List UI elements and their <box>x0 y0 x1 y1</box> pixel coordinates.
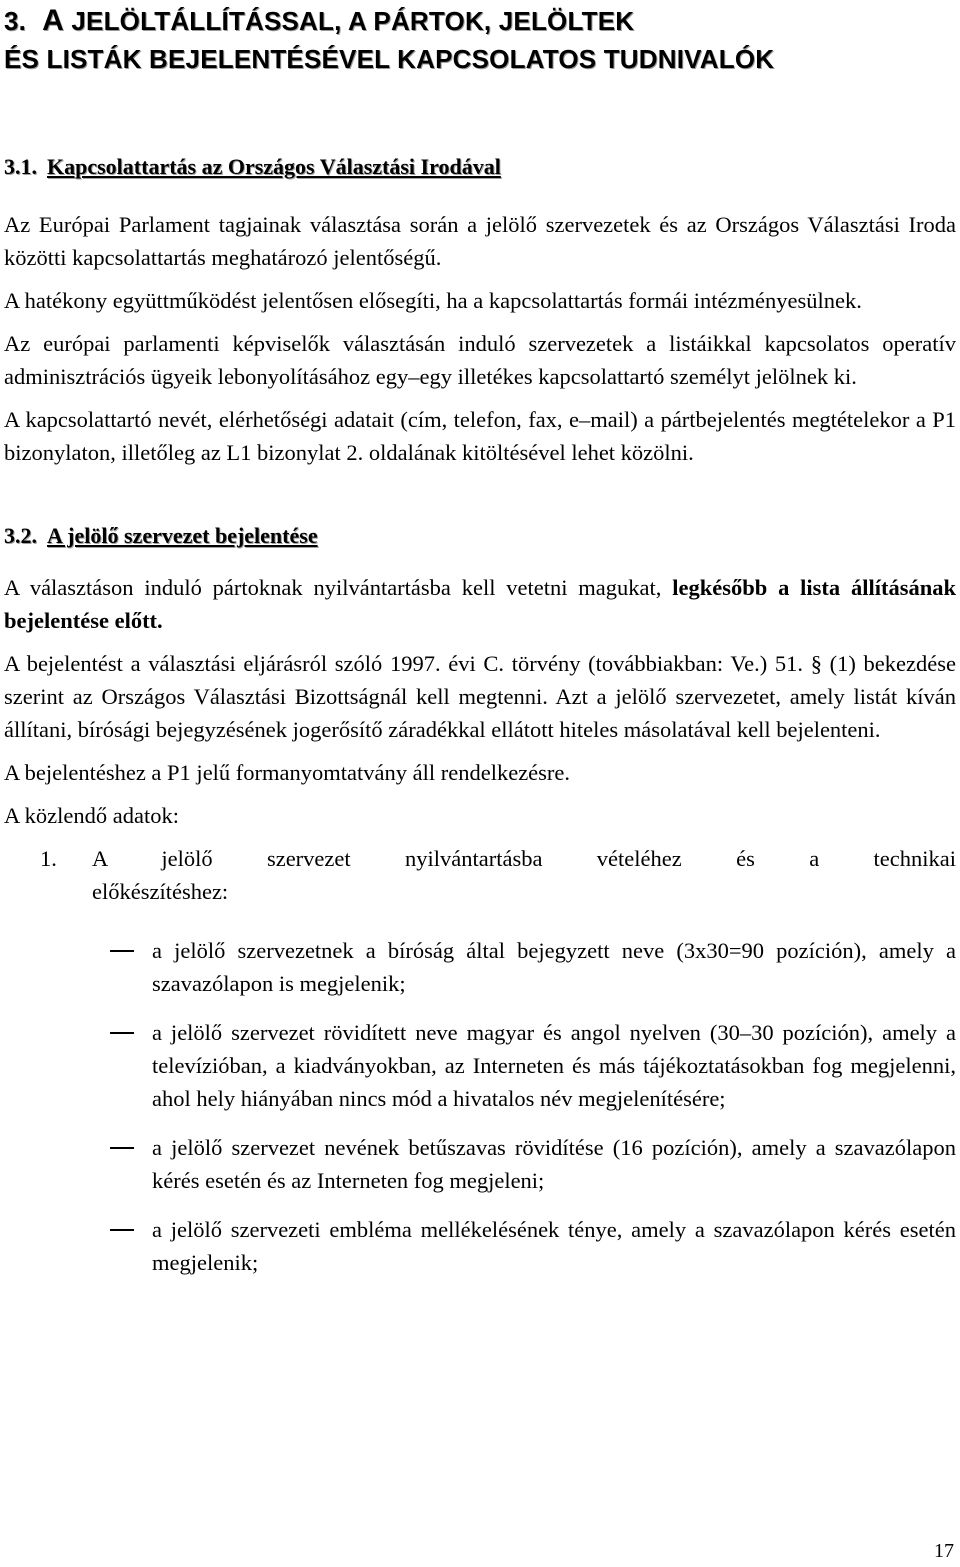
numbered-list-item <box>4 842 956 908</box>
chapter-number: 3. <box>4 6 27 36</box>
paragraph: Az európai parlamenti képviselők választásán induló szervezetek a listáikkal kapcsolatos operatív adminisztrációs ügyeik lebonyolításához egy–egy illetékes kapcsolattartó személyt jelölnek ki. <box>4 331 956 389</box>
paragraph: A bejelentéshez a P1 jelű formanyomtatvány áll rendelkezésre. <box>4 760 571 785</box>
dash-bullet-icon <box>4 1016 152 1049</box>
paragraph: A hatékony együttműködést jelentősen elősegíti, ha a kapcsolattartás formái intézményesülnek. <box>4 288 862 313</box>
list-item <box>4 1213 956 1279</box>
section-title: Kapcsolattartás az Országos Választási Irodával <box>47 154 501 179</box>
paragraph <box>4 571 956 637</box>
list-item-number: 1. <box>40 846 57 871</box>
dash-bullet-icon <box>4 1213 152 1246</box>
section-number: 3.2. <box>4 523 37 548</box>
page-number: 17 <box>934 1540 954 1562</box>
chapter-title-line1 <box>4 2 956 40</box>
paragraph: Az Európai Parlament tagjainak választása során a jelölő szervezetek és az Országos Választási Iroda közötti kapcsolattartás meghatározó jelentőségű. <box>4 212 956 270</box>
section-3-1-body <box>4 208 956 469</box>
paragraph-text: A választáson induló pártoknak nyilvántartásba kell vetetni magukat, <box>4 575 673 600</box>
chapter-title-line1-text: JELÖLTÁLLÍTÁSSAL, A PÁRTOK, JELÖLTEK <box>63 6 635 36</box>
list-item <box>4 1131 956 1197</box>
paragraph: A kapcsolattartó nevét, elérhetőségi adatait (cím, telefon, fax, e–mail) a pártbejelentés megtételekor a P1 bizonylaton, illetőleg az L1 bizonylat 2. oldalának kitöltésével lehet közölni. <box>4 407 956 465</box>
paragraph: A bejelentést a választási eljárásról szóló 1997. évi C. törvény (továbbiakban: Ve.) 51. § (1) bekezdése szerint az Országos Választási Bizottságnál kell megtenni. Azt a jelölő szervezetet, amely listát kíván állítani, bírósági bejegyzésének jogerősítő záradékkal ellátott hiteles másolatával kell bejelenteni. <box>4 651 956 742</box>
section-heading-3-1 <box>4 152 956 182</box>
section-title: A jelölő szervezet bejelentése <box>47 523 318 548</box>
section-number: 3.1. <box>4 154 37 179</box>
chapter-title <box>4 0 956 78</box>
list-item-text: a jelölő szervezet nevének betűszavas rövidítése (16 pozíción), amely a szavazólapon kérés esetén és az Interneten fog megjeleni; <box>152 1135 956 1193</box>
list-item-text-line: előkészítéshez: <box>92 879 229 904</box>
list-item-text: a jelölő szervezet rövidített neve magyar és angol nyelven (30–30 pozíción), amely a televízióban, a kiadványokban, az Interneten és más tájékoztatásokban fog megjelenni, ahol hely hiányában nincs mód a hivatalos név megjelenítésére; <box>152 1020 956 1111</box>
list-item <box>4 934 956 1000</box>
list-item-text <box>92 842 956 908</box>
dash-bullet-icon <box>4 1131 152 1164</box>
section-heading-3-2 <box>4 521 956 551</box>
bold-emphasis: legkésőbb a lista állításának bejelentése előtt. <box>4 575 956 633</box>
section-3-2-body <box>4 571 956 1279</box>
list-item <box>4 1016 956 1115</box>
chapter-title-line2: ÉS LISTÁK BEJELENTÉSÉVEL KAPCSOLATOS TUDNIVALÓK <box>4 44 775 74</box>
list-item-text-line: A jelölő szervezet nyilvántartásba vételéhez és a technikai <box>92 846 956 871</box>
list-item-text: a jelölő szervezetnek a bíróság által bejegyzett neve (3x30=90 pozíción), amely a szavazólapon is megjelenik; <box>152 938 956 996</box>
dash-bullet-icon <box>4 934 152 967</box>
dash-list <box>4 934 956 1279</box>
chapter-title-initial: A <box>42 4 64 37</box>
paragraph: A közlendő adatok: <box>4 803 179 828</box>
list-item-text: a jelölő szervezeti embléma mellékelésének ténye, amely a szavazólapon kérés esetén megjelenik; <box>152 1217 956 1275</box>
